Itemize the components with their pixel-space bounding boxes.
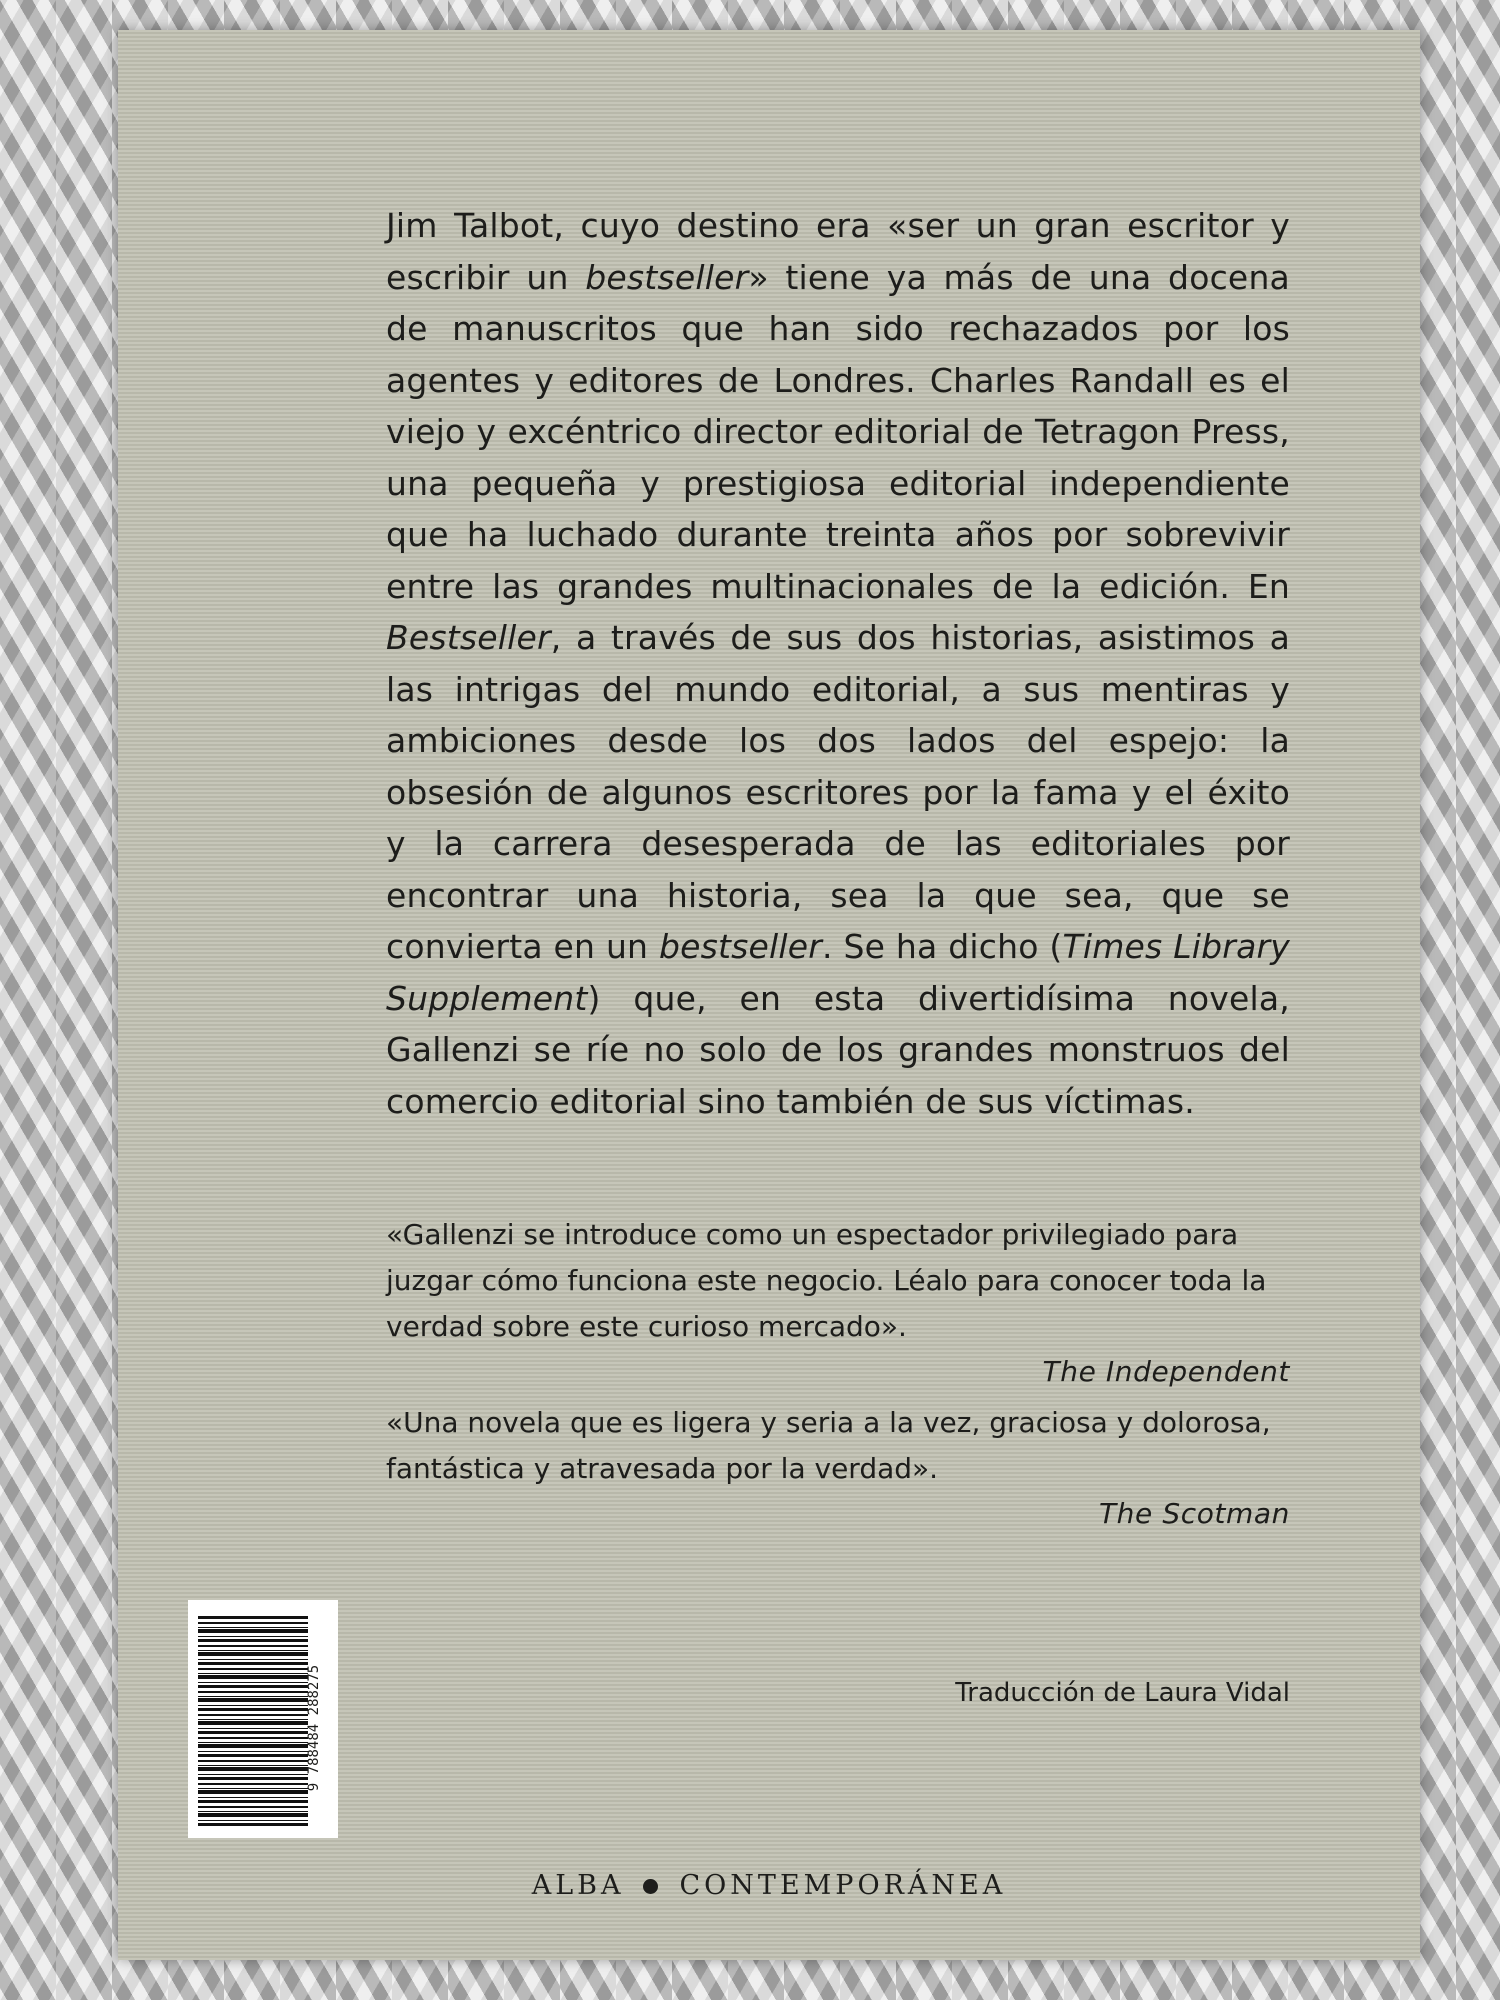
translation-credit: Traducción de Laura Vidal	[955, 1678, 1290, 1708]
synopsis-segment: » tiene ya más de una docena de manuscritos que han sido rechazados por los agentes y editores de Londres. Charles Randall es el viejo y excéntrico director editorial de Tetragon Press, una pequeña y prestigiosa editorial independiente que ha luchado durante treinta años por sobrevivir entre las grandes multinacionales de la edición. En	[386, 257, 1290, 606]
bullet-dot-icon	[643, 1879, 658, 1894]
review-quote	[386, 1212, 1290, 1390]
book-back-cover	[118, 30, 1420, 1960]
synopsis-title-italic: bestseller	[658, 927, 823, 966]
collection-name: CONTEMPORÁNEA	[679, 1870, 1007, 1901]
synopsis-source-italic: Times Library Supplement	[386, 927, 1290, 1018]
synopsis-segment: ) que, en esta divertidísima novela, Gallenzi se ríe no solo de los grandes monstruos del comercio editorial sino también de sus víctimas.	[386, 978, 1290, 1121]
synopsis-segment: , a través de sus dos historias, asistimos a las intrigas del mundo editorial, a sus mentiras y ambiciones desde los dos lados del espejo: la obsesión de algunos escritores por la fama y el éxito y la carrera desesperada de las editoriales por encontrar una historia, sea la que sea, que se convierta en un	[386, 618, 1290, 966]
review-quote-text: «Una novela que es ligera y seria a la vez, graciosa y dolorosa, fantástica y atravesada por la verdad».	[386, 1406, 1271, 1485]
synopsis-text	[386, 200, 1290, 1127]
synopsis-title-italic: bestseller	[585, 257, 749, 297]
review-quote-source: The Independent	[1042, 1355, 1290, 1388]
barcode-digits: 9 788484 288275	[306, 1664, 322, 1792]
review-quote-text: «Gallenzi se introduce como un espectador privilegiado para juzgar cómo funciona este negocio. Léalo para conocer toda la verdad sobre este curioso mercado».	[386, 1218, 1267, 1343]
synopsis-segment: Jim Talbot, cuyo destino era «ser un gran escritor y escribir un	[386, 206, 1290, 297]
isbn-barcode	[188, 1600, 338, 1838]
review-quote	[386, 1400, 1290, 1532]
publisher-name: ALBA	[531, 1870, 625, 1901]
synopsis-segment: . Se ha dicho (	[822, 927, 1063, 966]
barcode-bars	[198, 1614, 308, 1826]
synopsis-title-italic: Bestseller	[386, 618, 551, 657]
review-quote-source: The Scotman	[1098, 1497, 1290, 1530]
publisher-imprint	[118, 1870, 1420, 1901]
